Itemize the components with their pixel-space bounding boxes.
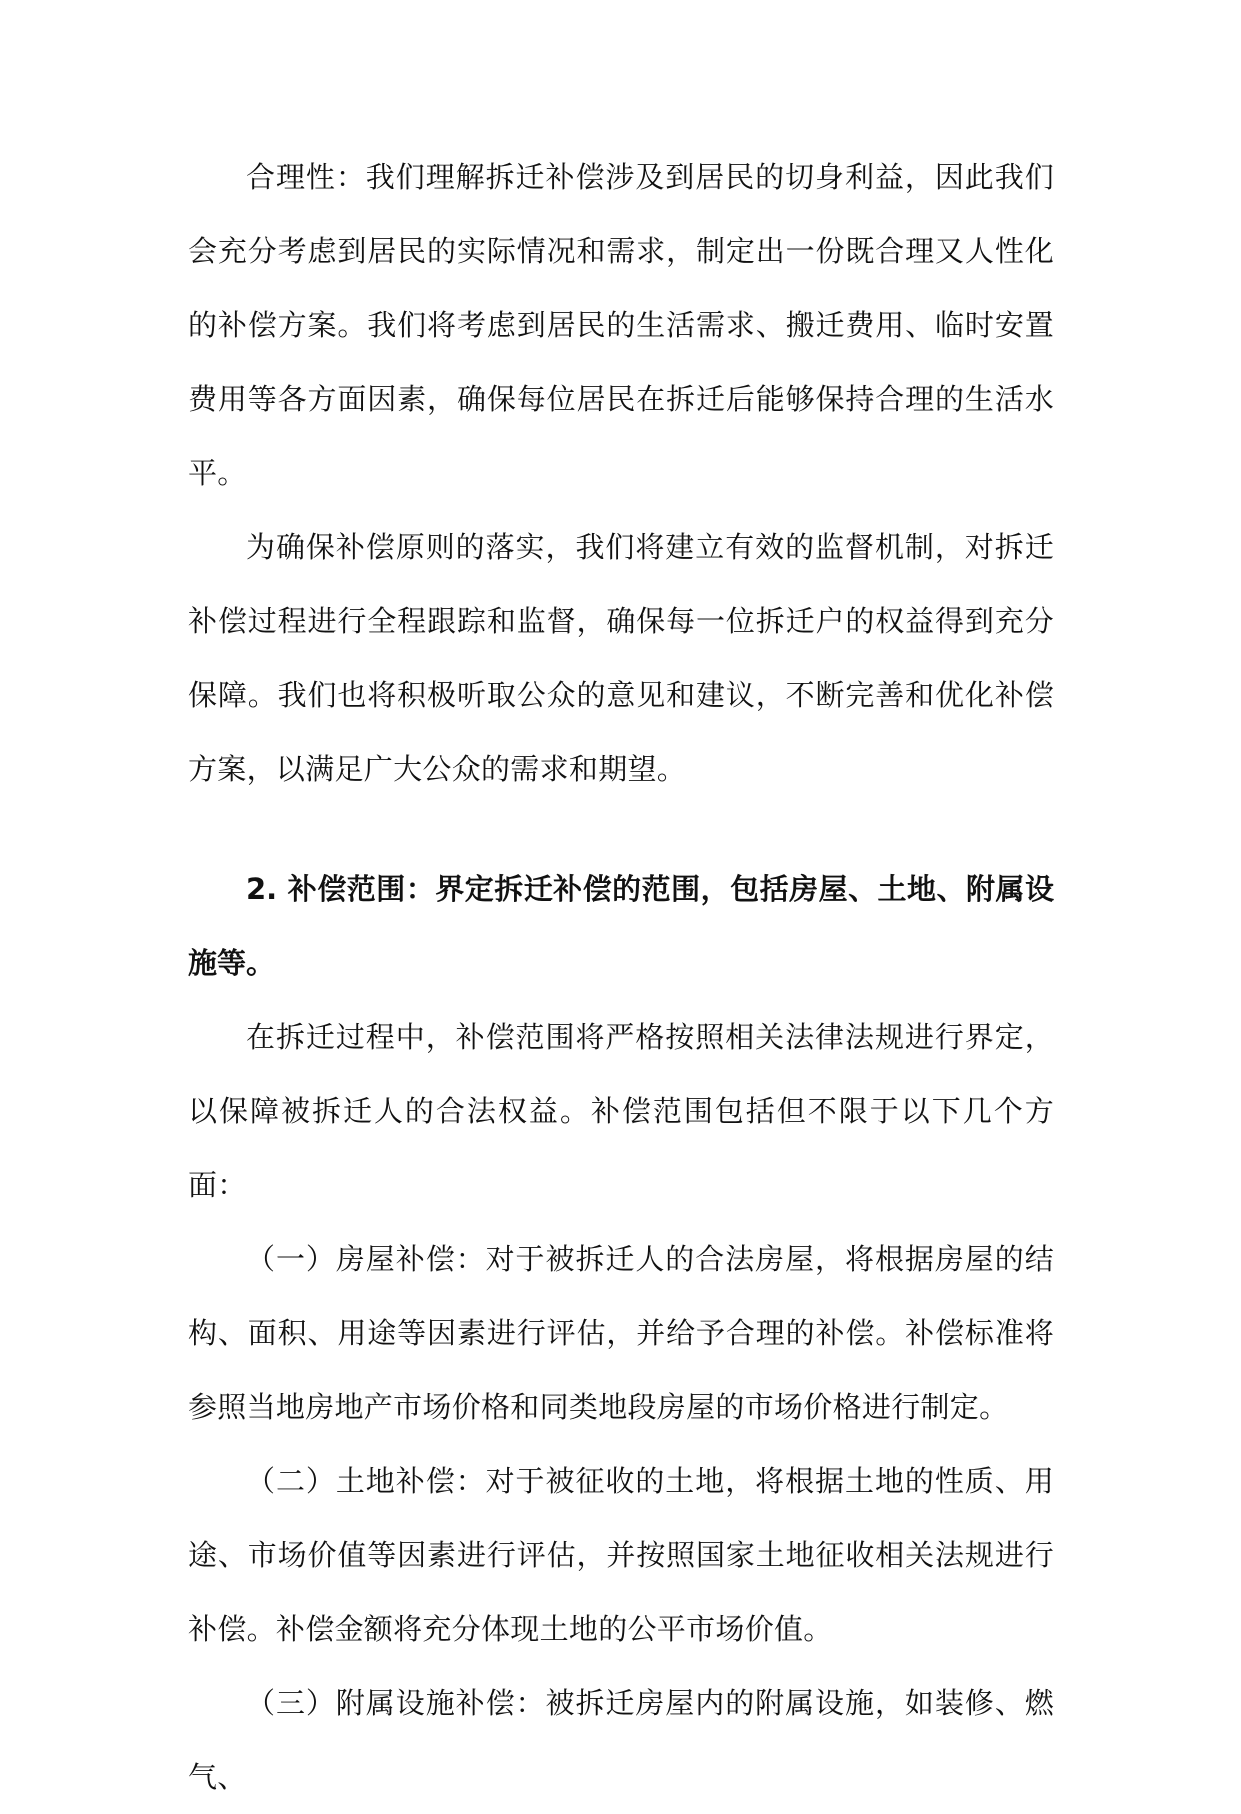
- paragraph-house-compensation: （一）房屋补偿：对于被拆迁人的合法房屋，将根据房屋的结构、面积、用途等因素进行评估，并给予合理的补偿。补偿标准将参照当地房地产市场价格和同类地段房屋的市场价格进行制定。: [188, 1242, 1054, 1424]
- document-page: [188, 140, 1054, 1814]
- paragraph-supervision: 为确保补偿原则的落实，我们将建立有效的监督机制，对拆迁补偿过程进行全程跟踪和监督，确保每一位拆迁户的权益得到充分保障。我们也将积极听取公众的意见和建议，不断完善和优化补偿方案，以满足广大公众的需求和期望。: [188, 530, 1054, 786]
- paragraph-facility-compensation: （三）附属设施补偿：被拆迁房屋内的附属设施，如装修、燃气、: [188, 1686, 1054, 1794]
- paragraph-scope-intro: 在拆迁过程中，补偿范围将严格按照相关法律法规进行界定，以保障被拆迁人的合法权益。补偿范围包括但不限于以下几个方面：: [188, 1020, 1054, 1202]
- section-heading-compensation-scope: 2. 补偿范围：界定拆迁补偿的范围，包括房屋、土地、附属设施等。: [188, 872, 1054, 980]
- paragraph-reasonableness: 合理性：我们理解拆迁补偿涉及到居民的切身利益，因此我们会充分考虑到居民的实际情况和需求，制定出一份既合理又人性化的补偿方案。我们将考虑到居民的生活需求、搬迁费用、临时安置费用等各方面因素，确保每位居民在拆迁后能够保持合理的生活水平。: [188, 160, 1054, 490]
- paragraph-land-compensation: （二）土地补偿：对于被征收的土地，将根据土地的性质、用途、市场价值等因素进行评估，并按照国家土地征收相关法规进行补偿。补偿金额将充分体现土地的公平市场价值。: [188, 1464, 1054, 1646]
